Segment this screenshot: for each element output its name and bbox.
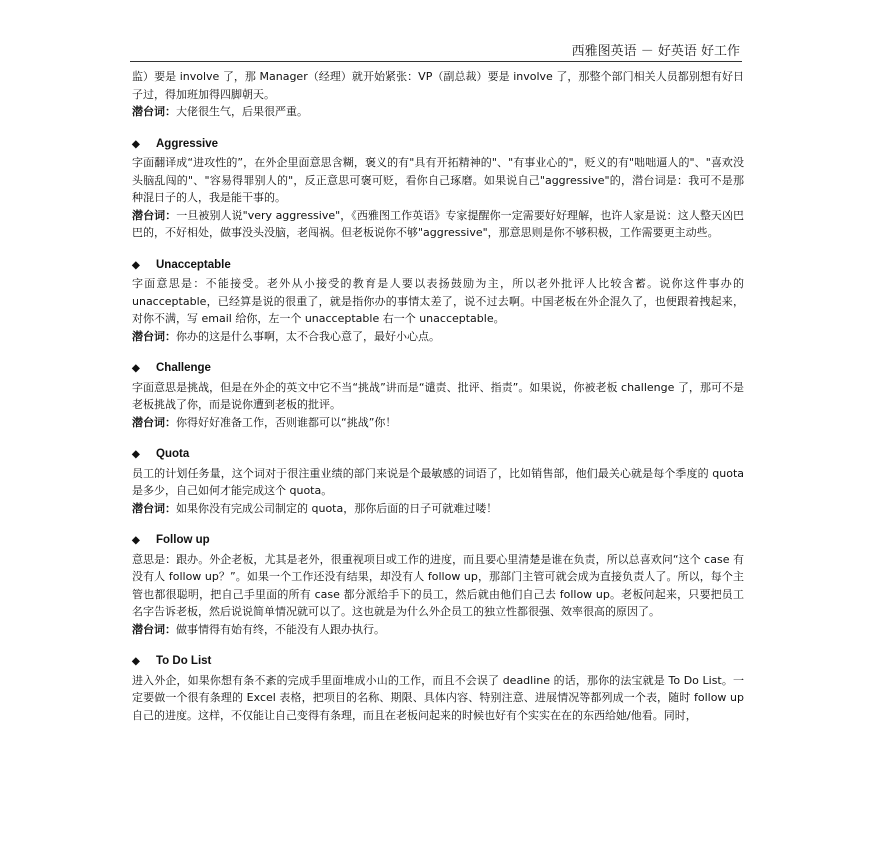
section-body: 字面翻译成“进攻性的”，在外企里面意思含糊，褒义的有"具有开拓精神的"、"有事业心的"，贬义的有"咄咄逼人的"、"喜欢没头脑乱闯的"、"容易得罪别人的"，反正意思可褒可贬，看你自己琢磨。如果说自己"aggressive"的，潜台词是：我可不是那种混日子的人，我是能干事的。 [132, 156, 744, 204]
section-body: 意思是：跟办。外企老板，尤其是老外，很重视项目或工作的进度，而且要心里清楚是谁在负责，所以总喜欢问“这个 case 有没有人 follow up？”。如果一个工作还没有结果，却没有人 follow up，那部门主管可就会成为直接负责人了。所以，每个主管也都很聪明，把自己手里面的所有 case 都分派给手下的员工，然后就由他们自己去 follow up。老板问起来，只要把员工名字告诉老板，然后说说简单情况就可以了。这也就是为什么外企员工的独立性都很强、效率很高的原因了。 [132, 552, 744, 618]
page-header [130, 38, 742, 62]
diamond-bullet-icon: ◆ [132, 363, 140, 374]
section-title: Challenge [156, 362, 211, 374]
section-subtext [132, 500, 744, 518]
section-body: 字面意思是：不能接受。老外从小接受的教育是人要以表扬鼓励为主，所以老外批评人比较含蓄。说你这件事办的 unacceptable，已经算是说的很重了，就是指你办的事情太差了，说不过去啊。中国老板在外企混久了，也便跟着拽起来，对你不满，写 email 给你，左一个 unacceptable 右一个 unacceptable。 [132, 277, 744, 325]
subtext-label: 潜台词： [132, 622, 176, 636]
section-subtext [132, 621, 744, 639]
section-body: 员工的计划任务量，这个词对于很注重业绩的部门来说是个最敏感的词语了，比如销售部，他们最关心就是每个季度的 quota 是多少，自己如何才能完成这个 quota。 [132, 466, 744, 497]
section-title: To Do List [156, 655, 212, 667]
section-body: 进入外企，如果你想有条不紊的完成手里面堆成小山的工作，而且不会误了 deadline 的话，那你的法宝就是 To Do List。一定要做一个很有条理的 Excel 表格，把项目的名称、期限、具体内容、特别注意、进展情况等都列成一个表，随时 follow up 自己的进度。这样，不仅能让自己变得有条理，而且在老板问起来的时候也好有个实实在在的东西给她/他看。同时， [132, 673, 744, 722]
intro-block [132, 68, 744, 121]
subtext-text: 大佬很生气，后果很严重。 [176, 105, 308, 118]
section-title: Aggressive [156, 137, 219, 150]
section-heading [132, 257, 744, 275]
section-title: Quota [156, 448, 190, 460]
diamond-bullet-icon: ◆ [132, 449, 140, 460]
header-divider [130, 61, 742, 62]
intro-subtext [132, 103, 744, 121]
subtext-text: 你得好好准备工作，否则谁都可以“挑战”你！ [176, 415, 397, 429]
section-subtext [132, 207, 744, 242]
section-heading [132, 532, 744, 550]
section-aggressive [132, 136, 744, 242]
section-quota [132, 446, 744, 517]
section-follow-up [132, 532, 744, 638]
subtext-text: 一旦被别人说"very aggressive"，《西雅图工作英语》专家提醒你一定需要好好理解，也许人家是说：这人整天凶巴巴的，不好相处，做事没头没脑，老闯祸。但老板说你不够"aggressive"，那意思则是你不够积极，工作需要更主动些。 [132, 208, 745, 239]
subtext-label: 潜台词： [132, 415, 176, 429]
subtext-label: 潜台词： [132, 329, 176, 343]
subtext-text: 做事情得有始有终，不能没有人跟办执行。 [176, 622, 385, 636]
diamond-bullet-icon: ◆ [132, 259, 140, 271]
section-to-do-list [132, 653, 744, 724]
header-title: 西雅图英语 － 好英语 好工作 [571, 44, 740, 59]
subtext-label: 潜台词： [132, 501, 176, 515]
section-body: 字面意思是挑战，但是在外企的英文中它不当“挑战”讲而是“谴责、批评、指责”。如果说，你被老板 challenge 了，那可不是老板挑战了你，而是说你遭到老板的批评。 [132, 380, 744, 411]
diamond-bullet-icon: ◆ [132, 138, 140, 150]
section-heading [132, 136, 744, 154]
section-challenge [132, 360, 744, 431]
diamond-bullet-icon: ◆ [132, 535, 140, 546]
document-body [132, 68, 744, 724]
section-title: Unacceptable [156, 258, 231, 271]
subtext-label: 潜台词： [132, 105, 176, 118]
subtext-label: 潜台词： [132, 208, 177, 222]
section-unacceptable [132, 257, 744, 346]
section-title: Follow up [156, 534, 210, 546]
section-subtext [132, 414, 744, 432]
section-subtext [132, 328, 744, 346]
subtext-text: 如果你没有完成公司制定的 quota，那你后面的日子可就难过喽！ [176, 501, 498, 515]
diamond-bullet-icon: ◆ [132, 656, 140, 667]
section-heading [132, 653, 744, 671]
section-heading [132, 360, 744, 378]
section-heading [132, 446, 744, 464]
subtext-text: 你办的这是什么事啊，太不合我心意了，最好小心点。 [176, 329, 440, 343]
intro-paragraph: 监）要是 involve 了，那 Manager（经理）就开始紧张：VP（副总裁）要是 involve 了，那整个部门相关人员都别想有好日子过，得加班加得四脚朝天。 [132, 70, 744, 101]
